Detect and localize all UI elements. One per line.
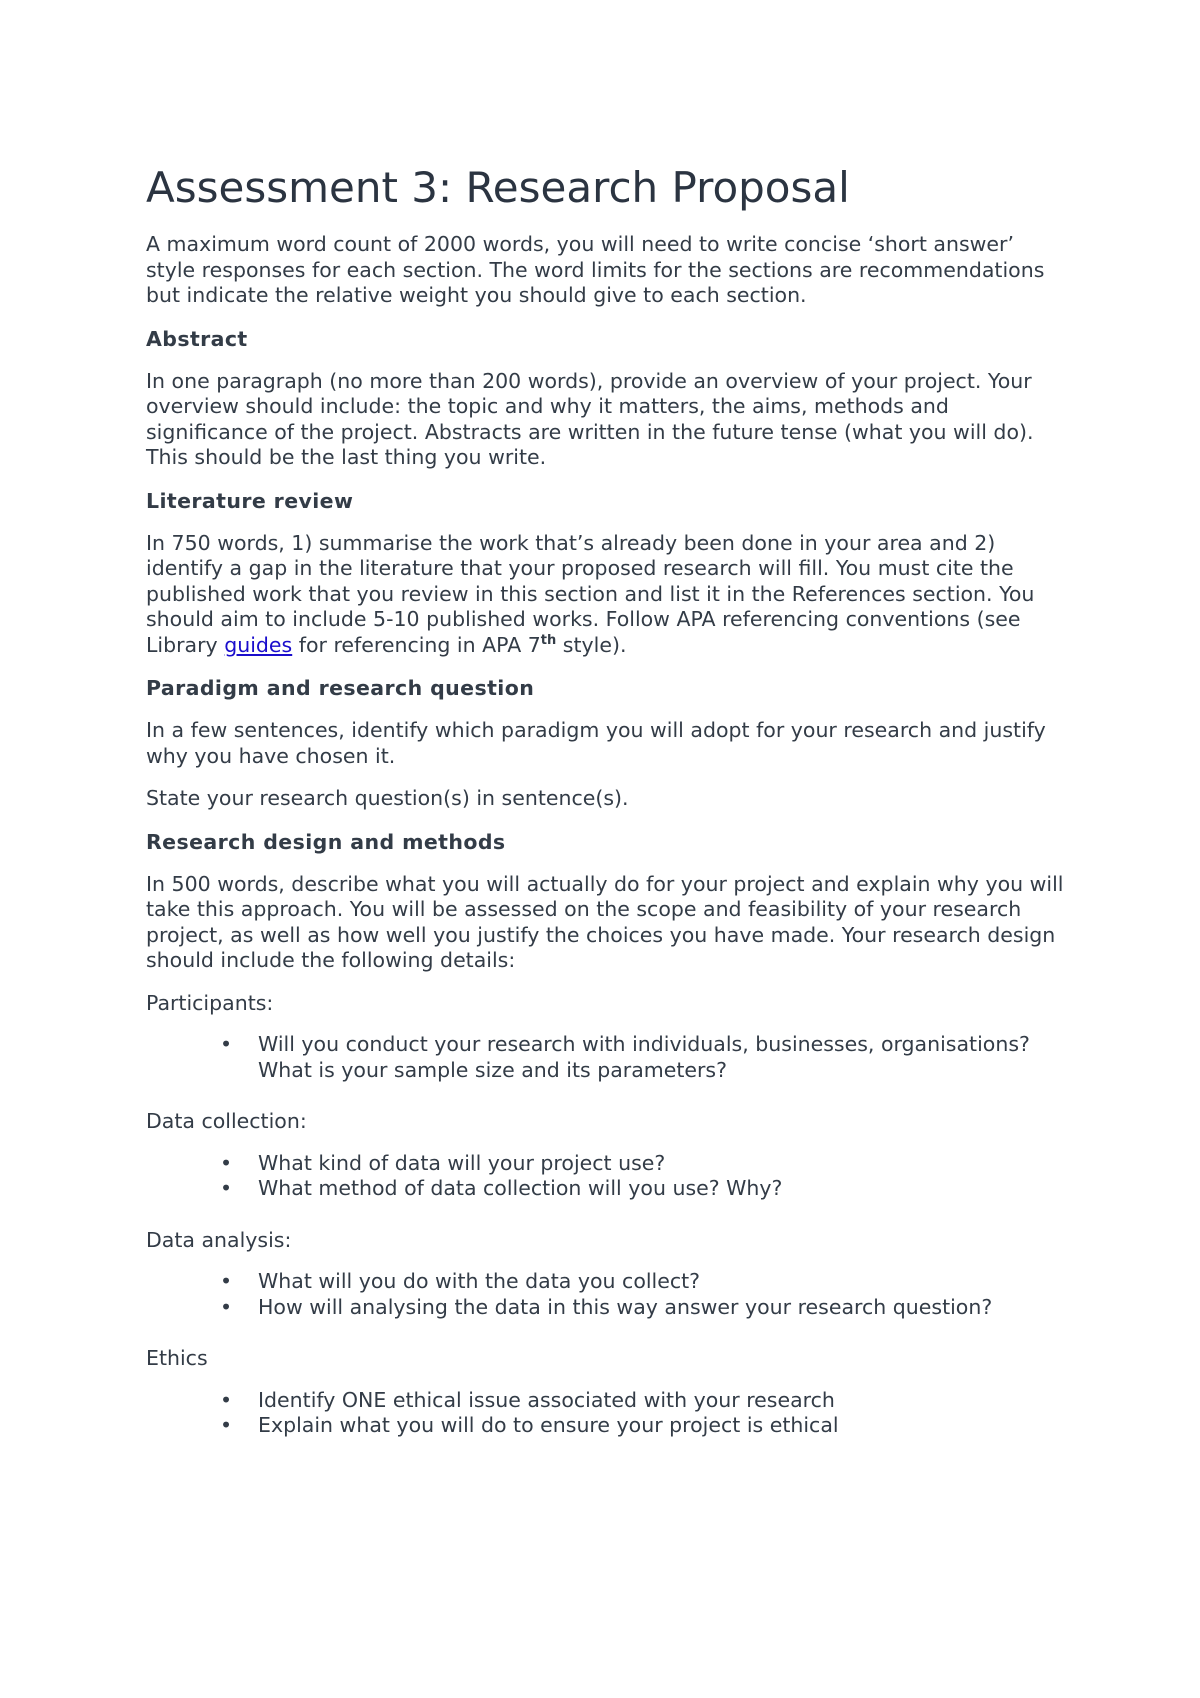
list-item-text: Explain what you will do to ensure your project is ethical bbox=[258, 1413, 839, 1437]
list-item bbox=[146, 1176, 1066, 1202]
bullet-icon: • bbox=[220, 1150, 233, 1175]
intro-paragraph: A maximum word count of 2000 words, you will need to write concise ‘short answer’ style responses for each section. The word limits for the sections are recommendations but indicate the relative weight you should give to each section. bbox=[146, 232, 1045, 307]
bullet-icon: • bbox=[220, 1032, 233, 1056]
data-collection-list bbox=[146, 1151, 1066, 1202]
literature-review-text-2: for referencing in APA 7 bbox=[292, 632, 541, 657]
list-item-text: Will you conduct your research with individuals, businesses, organisations? What is your sample size and its parameters? bbox=[258, 1032, 1030, 1082]
superscript-th: th bbox=[540, 632, 557, 648]
library-guides-link[interactable]: guides bbox=[224, 632, 293, 657]
list-item bbox=[146, 1032, 1066, 1083]
bullet-icon: • bbox=[220, 1387, 233, 1412]
abstract-heading: Abstract bbox=[146, 326, 248, 351]
list-item bbox=[146, 1295, 1066, 1321]
data-analysis-label: Data analysis: bbox=[146, 1227, 292, 1252]
bullet-icon: • bbox=[220, 1413, 233, 1437]
data-collection-label: Data collection: bbox=[146, 1109, 307, 1133]
literature-review-text: In 750 words, 1) summarise the work that’s already been done in your area and 2) identify a gap in the literature that your proposed research will fill. You must cite the published work that you review in this section and list it in the References section. You should aim to include 5-10 published works. Follow APA referencing conventions (see Library bbox=[146, 530, 1035, 657]
list-item-text: What method of data collection will you use? Why? bbox=[258, 1176, 783, 1200]
data-analysis-list bbox=[146, 1269, 1066, 1320]
abstract-paragraph: In one paragraph (no more than 200 words), provide an overview of your project. Your overview should include: the topic and why it matters, the aims, methods and significance of the project. Abstracts are written in the future tense (what you will do). This should be the last thing you write. bbox=[146, 368, 1034, 469]
literature-review-paragraph bbox=[146, 531, 1066, 659]
list-item-text: Identify ONE ethical issue associated with your research bbox=[258, 1387, 835, 1412]
list-item-text: What will you do with the data you collect? bbox=[258, 1269, 701, 1293]
literature-review-heading: Literature review bbox=[146, 488, 354, 513]
list-item bbox=[146, 1413, 1066, 1439]
participants-list bbox=[146, 1032, 1066, 1083]
list-item-text: What kind of data will your project use? bbox=[258, 1150, 666, 1175]
paradigm-paragraph: In a few sentences, identify which paradigm you will adopt for your research and justify why you have chosen it. bbox=[146, 718, 1046, 768]
literature-review-text-3: style). bbox=[556, 632, 627, 657]
list-item bbox=[146, 1269, 1066, 1295]
list-item bbox=[146, 1151, 1066, 1177]
bullet-icon: • bbox=[220, 1294, 233, 1319]
ethics-label: Ethics bbox=[146, 1346, 208, 1370]
bullet-icon: • bbox=[220, 1176, 233, 1200]
document-title: Assessment 3: Research Proposal bbox=[146, 163, 850, 212]
research-design-heading: Research design and methods bbox=[146, 829, 506, 854]
list-item-text: How will analysing the data in this way answer your research question? bbox=[258, 1294, 993, 1319]
bullet-icon: • bbox=[220, 1269, 233, 1293]
research-question-paragraph: State your research question(s) in sentence(s). bbox=[146, 786, 629, 810]
paradigm-heading: Paradigm and research question bbox=[146, 676, 535, 700]
ethics-list bbox=[146, 1388, 1066, 1439]
research-design-paragraph: In 500 words, describe what you will actually do for your project and explain why you will take this approach. You will be assessed on the scope and feasibility of your research project, as well as how well you justify the choices you have made. Your research design should include the following details: bbox=[146, 871, 1064, 972]
list-item bbox=[146, 1388, 1066, 1414]
document-page bbox=[146, 160, 1066, 1465]
participants-label: Participants: bbox=[146, 990, 274, 1015]
